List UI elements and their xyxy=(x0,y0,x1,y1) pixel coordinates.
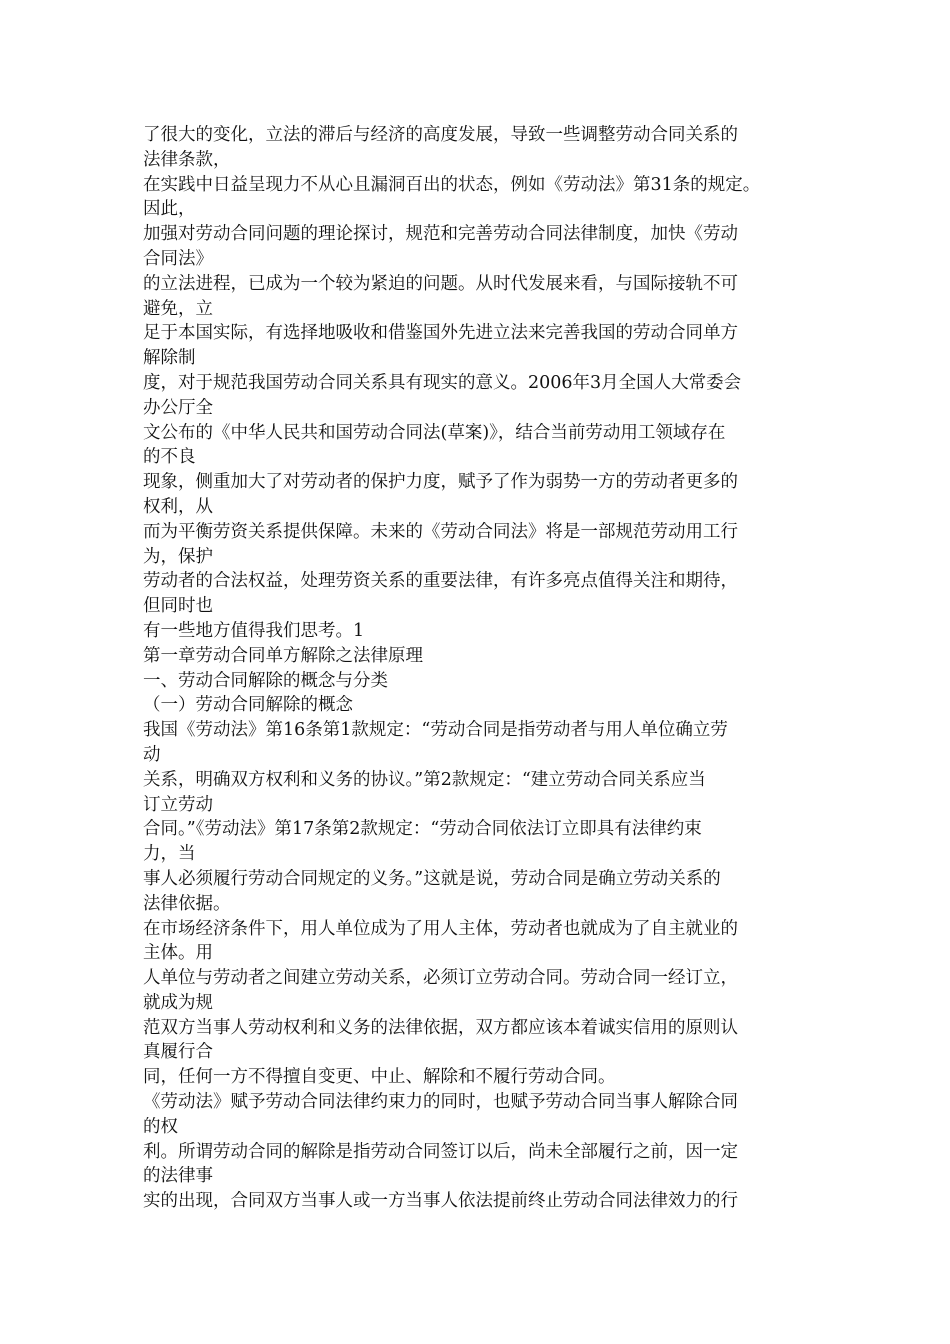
text-line: 的法律事 xyxy=(143,1166,213,1187)
text-line: 人单位与劳动者之间建立劳动关系，必须订立劳动合同。劳动合同一经订立， xyxy=(143,968,738,989)
text-line: 足于本国实际，有选择地吸收和借鉴国外先进立法来完善我国的劳动合同单方 xyxy=(143,323,738,344)
text-line: 动 xyxy=(143,744,161,765)
text-line: 合同。”《劳动法》第17条第2款规定：“劳动合同依法订立即具有法律约束 xyxy=(143,819,702,840)
text-line: 的不良 xyxy=(143,447,196,468)
text-line: 在实践中日益呈现力不从心且漏洞百出的状态，例如《劳动法》第31条的规定。 xyxy=(143,174,761,195)
text-line: 真履行合 xyxy=(143,1042,213,1063)
text-line: 我国《劳动法》第16条第1款规定：“劳动合同是指劳动者与用人单位确立劳 xyxy=(143,720,728,741)
text-line: 实的出现，合同双方当事人或一方当事人依法提前终止劳动合同法律效力的行 xyxy=(143,1191,738,1212)
text-line: 文公布的《中华人民共和国劳动合同法(草案)》，结合当前劳动用工领域存在 xyxy=(143,422,726,443)
text-line: 的权 xyxy=(143,1116,178,1137)
text-line: 订立劳动 xyxy=(143,794,213,815)
section-heading: 一、劳动合同解除的概念与分类 xyxy=(143,670,388,691)
document-body xyxy=(143,123,823,1214)
text-line: 有一些地方值得我们思考。1 xyxy=(143,620,365,641)
text-line: 主体。用 xyxy=(143,943,213,964)
text-line: 关系，明确双方权利和义务的协议。”第2款规定：“建立劳动合同关系应当 xyxy=(143,769,706,790)
text-line: 利。所谓劳动合同的解除是指劳动合同签订以后，尚未全部履行之前，因一定 xyxy=(143,1141,738,1162)
text-line: 劳动者的合法权益，处理劳资关系的重要法律，有许多亮点值得关注和期待， xyxy=(143,571,738,592)
text-line: 现象，侧重加大了对劳动者的保护力度，赋予了作为弱势一方的劳动者更多的 xyxy=(143,472,738,493)
subsection-heading: （一）劳动合同解除的概念 xyxy=(143,695,353,716)
text-line: 范双方当事人劳动权利和义务的法律依据，双方都应该本着诚实信用的原则认 xyxy=(143,1017,738,1038)
text-line: 因此， xyxy=(143,199,196,220)
text-line: 同，任何一方不得擅自变更、中止、解除和不履行劳动合同。 xyxy=(143,1067,616,1088)
text-line: 为，保护 xyxy=(143,546,213,567)
text-line: 加强对劳动合同问题的理论探讨，规范和完善劳动合同法律制度，加快《劳动 xyxy=(143,224,738,245)
text-line: 就成为规 xyxy=(143,992,213,1013)
text-line: 的立法进程，已成为一个较为紧迫的问题。从时代发展来看，与国际接轨不可 xyxy=(143,273,738,294)
chapter-heading: 第一章劳动合同单方解除之法律原理 xyxy=(143,645,423,666)
text-line: 度，对于规范我国劳动合同关系具有现实的意义。2006年3月全国人大常委会 xyxy=(143,372,742,393)
text-line: 避免，立 xyxy=(143,298,213,319)
text-line: 办公厅全 xyxy=(143,397,213,418)
text-line: 解除制 xyxy=(143,348,196,369)
text-line: 权利，从 xyxy=(143,496,213,517)
text-line: 事人必须履行劳动合同规定的义务。”这就是说，劳动合同是确立劳动关系的 xyxy=(143,868,721,889)
text-line: 了很大的变化，立法的滞后与经济的高度发展，导致一些调整劳动合同关系的 xyxy=(143,125,738,145)
text-line: 但同时也 xyxy=(143,596,213,617)
text-line: 法律条款， xyxy=(143,149,231,170)
text-line: 在市场经济条件下，用人单位成为了用人主体，劳动者也就成为了自主就业的 xyxy=(143,918,738,939)
text-line: 《劳动法》赋予劳动合同法律约束力的同时，也赋予劳动合同当事人解除合同 xyxy=(143,1092,738,1113)
text-line: 而为平衡劳资关系提供保障。未来的《劳动合同法》将是一部规范劳动用工行 xyxy=(143,521,738,542)
text-line: 力，当 xyxy=(143,844,196,865)
text-line: 合同法》 xyxy=(143,248,213,269)
text-line: 法律依据。 xyxy=(143,893,231,914)
